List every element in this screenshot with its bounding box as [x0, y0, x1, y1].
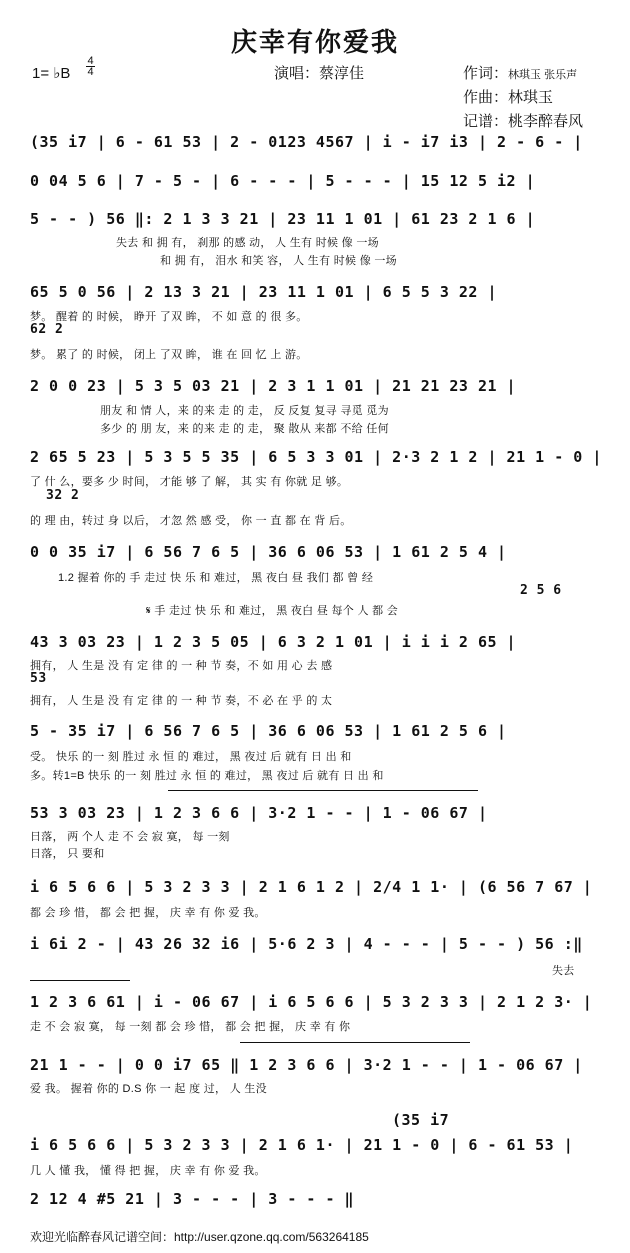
notation-line: 5 - 35 i7 | 6 56 7 6 5 | 36 6 06 53 | 1 61 2 5 6 | — [30, 722, 507, 740]
lyric-line: 𝄋 手 走过 快 乐 和 难过， 黑 夜白 昼 每个 人 都 会 — [146, 605, 399, 617]
meter-bottom: 4 — [87, 66, 94, 78]
lyric-line: 拥有， 人 生是 没 有 定 律 的 一 种 节 奏，不 如 用 心 去 感 — [30, 660, 333, 672]
page-title: 庆幸有你爱我 — [230, 27, 399, 57]
notation-line: 2 12 4 #5 21 | 3 - - - | 3 - - - ‖ — [30, 1190, 355, 1208]
singer-credit: 演唱：蔡淳佳 — [274, 65, 365, 82]
alt-notes: 2 5 6 — [520, 583, 562, 598]
lyric-line: 1.2 握着 你的 手 走过 快 乐 和 难过， 黑 夜白 昼 我们 都 曾 经 — [58, 572, 374, 584]
lyric-line: 和 拥 有， 泪水 和笑 容， 人 生有 时候 像 一场 — [160, 255, 397, 267]
key-signature: 1= ♭B — [32, 65, 71, 82]
alt-notes: 62 2 — [30, 322, 64, 337]
lyric-line: 都 会 珍 惜， 都 会 把 握， 庆 幸 有 你 爱 我。 — [30, 907, 266, 919]
intro-repeat-notes: (35 i7 — [392, 1111, 450, 1129]
notation-line: 1 2 3 6 61 | i - 06 67 | i 6 5 6 6 | 5 3 2 3 3 | 2 1 2 3· | — [30, 993, 593, 1011]
volta-bracket — [168, 790, 478, 791]
lyric-line: 多少 的 朋 友，来 的来 走 的 走， 聚 散从 来都 不给 任何 — [100, 423, 389, 435]
lyric-line: 梦。 醒着 的 时候， 睁开 了双 眸， 不 如 意 的 很 多。 — [30, 311, 308, 323]
lyric-line: 走 不 会 寂 寞， 每 一刻 都 会 珍 惜， 都 会 把 握， 庆 幸 有 你 — [30, 1021, 351, 1033]
lyric-line: 几 人 懂 我， 懂 得 把 握， 庆 幸 有 你 爱 我。 — [30, 1165, 266, 1177]
notation-line: 65 5 0 56 | 2 13 3 21 | 23 11 1 01 | 6 5 5 3 22 | — [30, 283, 498, 301]
notation-line: 21 1 - - | 0 0 i7 65 ‖ 1 2 3 6 6 | 3·2 1 - - | 1 - 06 67 | — [30, 1056, 583, 1074]
notation-line: 43 3 03 23 | 1 2 3 5 05 | 6 3 2 1 01 | i i i 2 65 | — [30, 633, 517, 651]
notation-line: 5 - - ) 56 ‖: 2 1 3 3 21 | 23 11 1 01 | 61 23 2 1 6 | — [30, 210, 536, 228]
lyric-line: 爱 我。 握着 你的 D.S 你 一 起 度 过， 人 生没 — [30, 1083, 267, 1095]
transcriber-credit: 记谱：桃李醉春风 — [463, 113, 584, 130]
composer-credit: 作曲：林琪玉 — [463, 89, 554, 106]
lyric-line: 拥有， 人 生是 没 有 定 律 的 一 种 节 奏，不 必 在 乎 的 太 — [30, 695, 333, 707]
lyricist-names: 林琪玉 张乐声 — [508, 69, 578, 81]
footer-link[interactable]: 欢迎光临醉春风记谱空间：http://user.qzone.qq.com/563264185 — [30, 1230, 369, 1244]
lyric-line: 失去 和 拥 有， 刹那 的感 动， 人 生有 时候 像 一场 — [116, 237, 379, 249]
notation-line: 0 0 35 i7 | 6 56 7 6 5 | 36 6 06 53 | 1 61 2 5 4 | — [30, 543, 507, 561]
lyric-line: 日落， 只 要和 — [30, 848, 105, 860]
lyric-line: 多。转1=B 快乐 的一 刻 胜过 永 恒 的 难过， 黑 夜过 后 就有 日 出 和 — [30, 770, 384, 782]
lyric-line: 日落， 两 个人 走 不 会 寂 寞， 每 一刻 — [30, 831, 230, 843]
notation-line: 2 0 0 23 | 5 3 5 03 21 | 2 3 1 1 01 | 21 21 23 21 | — [30, 377, 517, 395]
lyric-line: 受。 快乐 的一 刻 胜过 永 恒 的 难过， 黑 夜过 后 就有 日 出 和 — [30, 751, 352, 763]
notation-line: i 6i 2 - | 43 26 32 i6 | 5·6 2 3 | 4 - - - | 5 - - ) 56 :‖ — [30, 935, 583, 953]
lyricist-label: 作词： — [463, 65, 509, 82]
notation-line: (35 i7 | 6 - 61 53 | 2 - 0123 4567 | i - i7 i3 | 2 - 6 - | — [30, 133, 583, 151]
lyric-line: 失去 — [552, 965, 575, 977]
lyricist-credit — [463, 62, 577, 83]
lyric-line: 的 理 由，转过 身 以后， 才忽 然 感 受， 你 一 直 都 在 背 后。 — [30, 515, 352, 527]
notation-line: 53 3 03 23 | 1 2 3 6 6 | 3·2 1 - - | 1 - 06 67 | — [30, 804, 488, 822]
notation-line: 2 65 5 23 | 5 3 5 5 35 | 6 5 3 3 01 | 2·3 2 1 2 | 21 1 - 0 | — [30, 448, 602, 466]
time-signature — [86, 56, 95, 77]
notation-line: i 6 5 6 6 | 5 3 2 3 3 | 2 1 6 1 2 | 2/4 1 1· | (6 56 7 67 | — [30, 878, 593, 896]
notation-line: 0 04 5 6 | 7 - 5 - | 6 - - - | 5 - - - | 15 12 5 i2 | — [30, 172, 536, 190]
lyric-line: 了 什 么，要多 少 时间， 才能 够 了 解， 其 实 有 你就 足 够。 — [30, 476, 349, 488]
alt-notes: 32 2 — [46, 488, 80, 503]
volta-bracket — [30, 980, 130, 981]
lyric-line: 梦。 累了 的 时候， 闭上 了双 眸， 谁 在 回 忆 上 游。 — [30, 349, 308, 361]
volta-bracket — [240, 1042, 470, 1043]
alt-notes: 53 — [30, 671, 47, 686]
notation-line: i 6 5 6 6 | 5 3 2 3 3 | 2 1 6 1· | 21 1 - 0 | 6 - 61 53 | — [30, 1136, 574, 1154]
meter-top: 4 — [87, 55, 94, 67]
lyric-line: 朋友 和 情 人，来 的来 走 的 走， 反 反复 复寻 寻觅 觅为 — [100, 405, 389, 417]
